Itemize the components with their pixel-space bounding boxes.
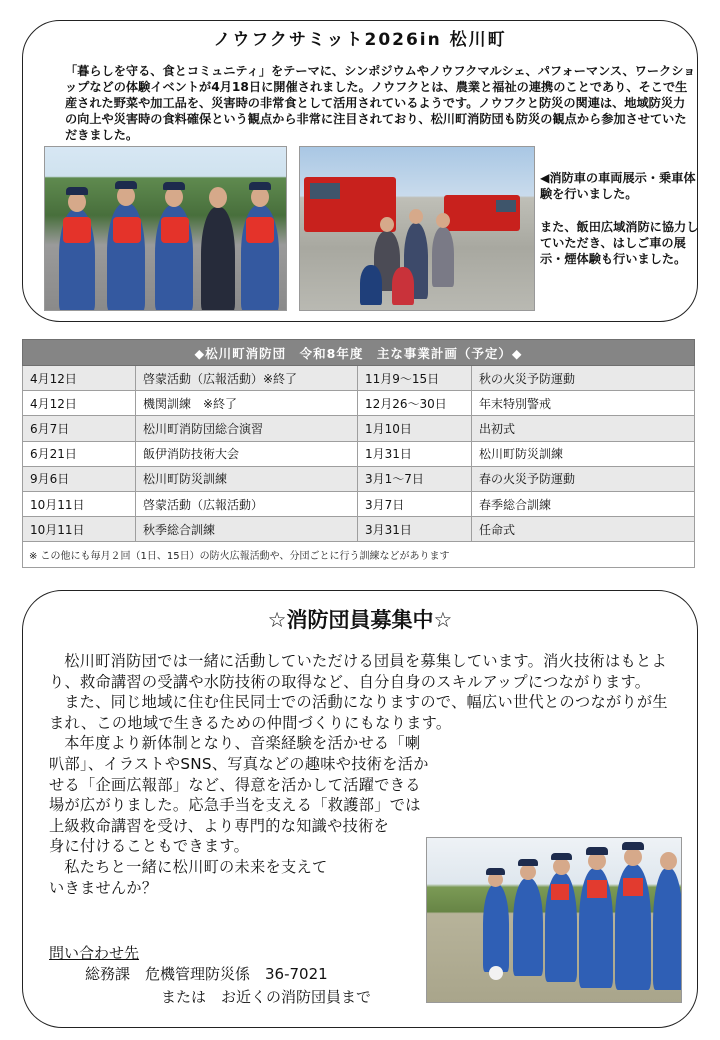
- date-cell: 9月6日: [23, 466, 136, 491]
- event-cell: 松川町防災訓練: [472, 441, 695, 466]
- schedule-title: ◆松川町消防団 令和8年度 主な事業計画（予定）◆: [23, 340, 695, 366]
- date-cell: 1月31日: [358, 441, 472, 466]
- contact-alternative: または お近くの消防団員まで: [161, 988, 372, 1006]
- table-row: [23, 416, 695, 441]
- event-cell: 年末特別警戒: [472, 391, 695, 416]
- date-cell: 11月9～15日: [358, 366, 472, 391]
- date-cell: 6月21日: [23, 441, 136, 466]
- table-row: [23, 441, 695, 466]
- summit-title: ノウフクサミット2026in 松川町: [213, 30, 507, 50]
- date-cell: 6月7日: [23, 416, 136, 441]
- date-cell: 3月7日: [358, 491, 472, 516]
- event-cell: 機関訓練 ※終了: [136, 391, 358, 416]
- date-cell: 3月1～7日: [358, 466, 472, 491]
- summit-photo-firefighters: [44, 146, 287, 311]
- table-row: [23, 391, 695, 416]
- table-row: [23, 491, 695, 516]
- table-row: [23, 466, 695, 491]
- event-cell: 秋季総合訓練: [136, 517, 358, 542]
- recruit-paragraph: 私たちと一緒に松川町の未来を支えて: [64, 857, 328, 876]
- event-cell: 任命式: [472, 517, 695, 542]
- recruit-photo-firefighters: [426, 837, 682, 1003]
- event-cell: 春季総合訓練: [472, 491, 695, 516]
- schedule-table: [22, 339, 695, 568]
- date-cell: 12月26～30日: [358, 391, 472, 416]
- event-cell: 啓蒙活動（広報活動）※終了: [136, 366, 358, 391]
- recruit-title: ☆消防団員募集中☆: [267, 608, 453, 632]
- date-cell: 4月12日: [23, 366, 136, 391]
- date-cell: 10月11日: [23, 491, 136, 516]
- summit-section: [22, 20, 698, 322]
- date-cell: 10月11日: [23, 517, 136, 542]
- summit-photo-fire-trucks: [299, 146, 535, 311]
- date-cell: 3月31日: [358, 517, 472, 542]
- contact-department: 総務課 危機管理防災係 36-7021: [85, 965, 328, 983]
- recruit-section: [22, 590, 698, 1028]
- summit-body: 「暮らしを守る、食とコミュニティ」をテーマに、シンポジウムやノウフクマルシェ、パフォーマンス、ワークショップなどの体験イベントが4月18日に開催されました。ノウフクとは、農業と福祉の連携のことであり、そこで生産された野菜や加工品を、災害時の非常食として活用されているようです。ノウフクと防災の関連は、地域防災力の向上や災害時の食料確保という観点から非常に注目されており、松川町消防団も防災の観点から参加させていただきました。: [65, 64, 696, 142]
- summit-caption-2: また、飯田広域消防に協力していただき、はしご車の展示・煙体験も行いました。: [540, 219, 699, 267]
- event-cell: 出初式: [472, 416, 695, 441]
- event-cell: 飯伊消防技術大会: [136, 441, 358, 466]
- event-cell: 松川町消防団総合演習: [136, 416, 358, 441]
- event-cell: 春の火災予防運動: [472, 466, 695, 491]
- contact-label: 問い合わせ先: [49, 944, 140, 962]
- event-cell: 松川町防災訓練: [136, 466, 358, 491]
- date-cell: 1月10日: [358, 416, 472, 441]
- event-cell: 秋の火災予防運動: [472, 366, 695, 391]
- recruit-paragraph: 松川町消防団では一緒に活動していただける団員を募集しています。消火技術はもとより、救命講習の受講や水防技術の取得など、自分自身のスキルアップにつながります。: [49, 652, 667, 691]
- summit-caption-1: ◀消防車の車両展示・乗車体験を行いました。: [540, 171, 696, 202]
- recruit-paragraph: また、同じ地域に住む住民同士での活動になりますので、幅広い世代とのつながりが生まれ、この地域で生きるための仲間づくりにもなります。: [49, 693, 668, 732]
- table-row: [23, 517, 695, 542]
- event-cell: 啓蒙活動（広報活動）: [136, 491, 358, 516]
- schedule-table-section: [22, 339, 694, 568]
- recruit-paragraph: 本年度より新体制となり、音楽経験を活かせる「喇叭部」、イラストやSNS、写真などの趣味や技術を活かせる「企画広報部」など、得意を活かして活躍できる場が広がりました。応急手当を支える「救護部」では上級救命講習を受け、より専門的な知識や技術を: [49, 734, 429, 835]
- table-row: [23, 366, 695, 391]
- schedule-note: ※ この他にも毎月２回（1日、15日）の防火広報活動や、分団ごとに行う訓練などがあります: [23, 542, 695, 567]
- recruit-paragraph: いきませんか？: [49, 878, 158, 897]
- date-cell: 4月12日: [23, 391, 136, 416]
- recruit-paragraph: 身に付けることもできます。: [49, 837, 250, 856]
- summit-caption: [540, 170, 700, 267]
